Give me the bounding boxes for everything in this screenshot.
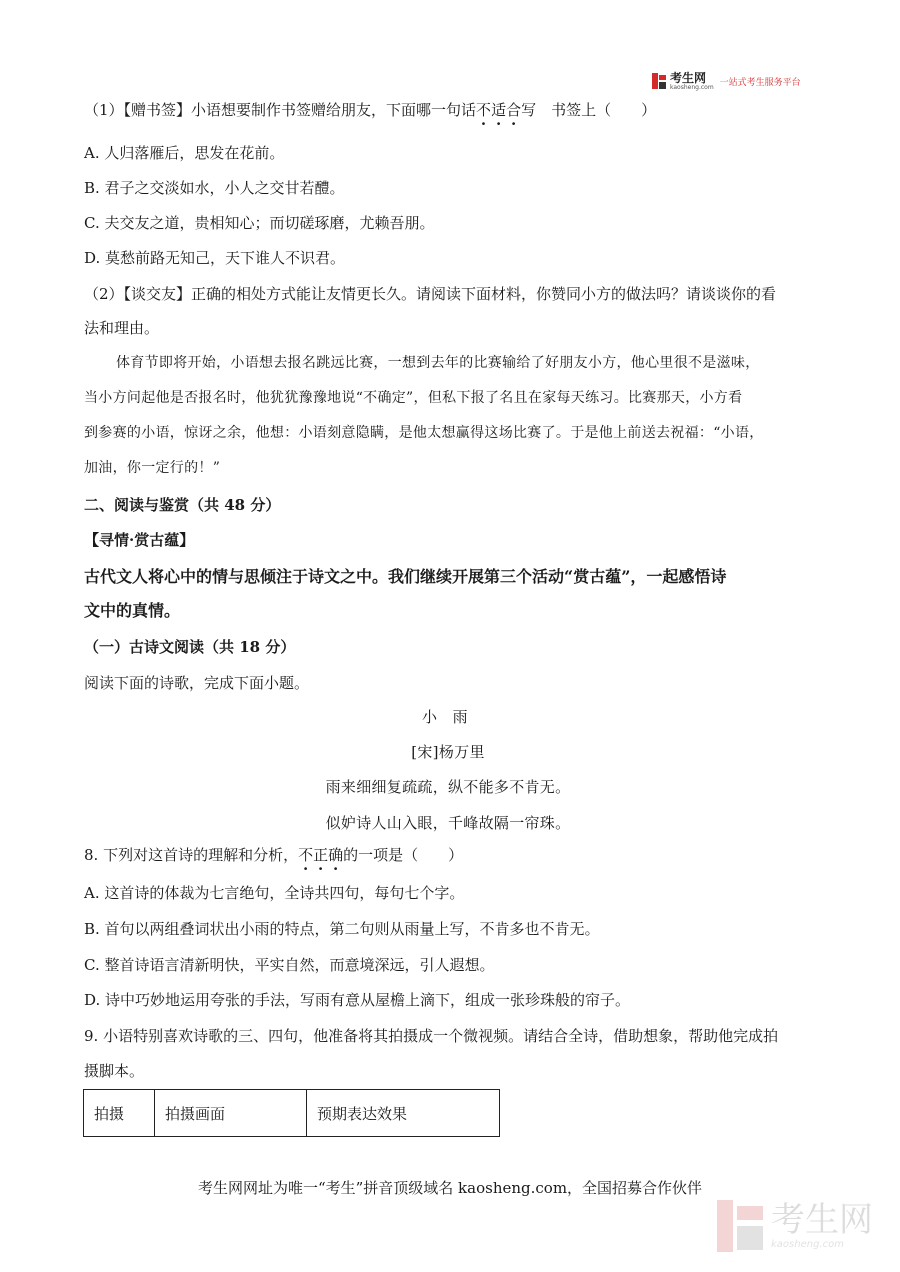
material-line-2: 当小方问起他是否报名时，他犹犹豫豫地说“不确定”，但私下报了名且在家每天练习。比赛那天，小方看: [84, 390, 743, 406]
instruction: 阅读下面的诗歌，完成下面小题。: [84, 674, 310, 692]
emphasis-char: 确: [328, 846, 344, 864]
watermark-name: 考生网: [771, 1199, 873, 1240]
question-9-line1: 9. 小语特别喜欢诗歌的三、四句，他准备将其拍摄成一个微视频。请结合全诗，借助想象，帮助他完成拍: [84, 1027, 779, 1045]
table-row: [84, 1090, 500, 1137]
table-header-cell: 拍摄: [84, 1090, 155, 1137]
section-2-intro-line2: 文中的真情。: [84, 601, 181, 620]
material-line-3: 到参赛的小语，惊讶之余，他想：小语刻意隐瞒，是他太想赢得这场比赛了。于是他上前送去祝福：“小语，: [84, 425, 764, 441]
watermark-url: kaosheng.com: [771, 1238, 844, 1250]
poem-line-1: 雨来细细复疏疏，纵不能多不肯无。: [325, 778, 571, 796]
question-8-tail: 的一项是（ ）: [343, 846, 464, 864]
question-7-1: [84, 100, 656, 120]
option-d: D. 莫愁前路无知己，天下谁人不识君。: [84, 249, 346, 267]
poem-title: 小 雨: [422, 708, 468, 726]
q8-option-d: D. 诗中巧妙地运用夸张的手法，写雨有意从屋檐上滴下，组成一张珍珠般的帘子。: [84, 991, 631, 1009]
footer-text: 考生网网址为唯一“考生”拼音顶级域名 kaosheng.com，全国招募合作伙伴: [197, 1179, 703, 1197]
part-1-title: （一）古诗文阅读（共 18 分）: [84, 638, 296, 656]
option-b: B. 君子之交淡如水，小人之交甘若醴。: [84, 179, 345, 197]
question-8-text: 8. 下列对这首诗的理解和分析，: [84, 846, 299, 864]
emphasis-char: 合: [506, 101, 522, 119]
section-2-subtitle: 【寻情·赏古蕴】: [84, 531, 195, 549]
question-7-1-tail: 写 书签上（ ）: [521, 101, 657, 119]
table-header-cell: 预期表达效果: [307, 1090, 500, 1137]
shooting-script-table: [83, 1089, 500, 1137]
q8-option-a: A. 这首诗的体裁为七言绝句，全诗共四句，每句七个字。: [84, 884, 465, 902]
table-header-cell: 拍摄画面: [155, 1090, 307, 1137]
question-7-1-text: （1）【赠书签】小语想要制作书签赠给朋友，下面哪一句话: [84, 101, 477, 119]
emphasis-char: 适: [491, 101, 507, 119]
q8-option-b: B. 首句以两组叠词状出小雨的特点，第二句则从雨量上写，不肯多也不肯无。: [84, 920, 600, 938]
logo-url: kaosheng.com: [670, 83, 714, 91]
logo-slogan: 一站式考生服务平台: [719, 77, 801, 88]
section-2-intro-line1: 古代文人将心中的情与思倾注于诗文之中。我们继续开展第三个活动“赏古蕴”，一起感悟诗: [84, 567, 727, 586]
section-2-title: 二、阅读与鉴赏（共 48 分）: [84, 496, 281, 514]
poem-author: [宋]杨万里: [411, 743, 485, 761]
logo-name: 考生网: [670, 70, 707, 85]
option-c: C. 夫交友之道，贵相知心；而切磋琢磨，尤赖吾朋。: [84, 214, 435, 232]
poem-line-2: 似妒诗人山入眼，千峰故隔一帘珠。: [325, 814, 571, 832]
emphasis-char: 不: [298, 846, 314, 864]
kaosheng-logo-icon: [651, 72, 667, 90]
emphasis-char: 正: [313, 846, 329, 864]
option-a: A. 人归落雁后，思发在花前。: [84, 144, 285, 162]
q8-option-c: C. 整首诗语言清新明快，平实自然，而意境深远，引人遐想。: [84, 956, 495, 974]
header-logo: [651, 70, 801, 92]
kaosheng-watermark-icon: [717, 1200, 765, 1252]
material-line-4: 加油，你一定行的！”: [84, 460, 221, 476]
question-8: [84, 845, 463, 865]
question-7-2-line2: 法和理由。: [84, 319, 160, 337]
question-9-line2: 摄脚本。: [84, 1062, 145, 1080]
material-line-1: 体育节即将开始，小语想去报名跳远比赛，一想到去年的比赛输给了好朋友小方，他心里很不是滋味，: [116, 355, 760, 371]
question-7-2-line1: （2）【谈交友】正确的相处方式能让友情更长久。请阅读下面材料，你赞同小方的做法吗？请谈谈你的看: [84, 285, 777, 303]
emphasis-char: 不: [476, 101, 492, 119]
watermark: [717, 1200, 873, 1252]
